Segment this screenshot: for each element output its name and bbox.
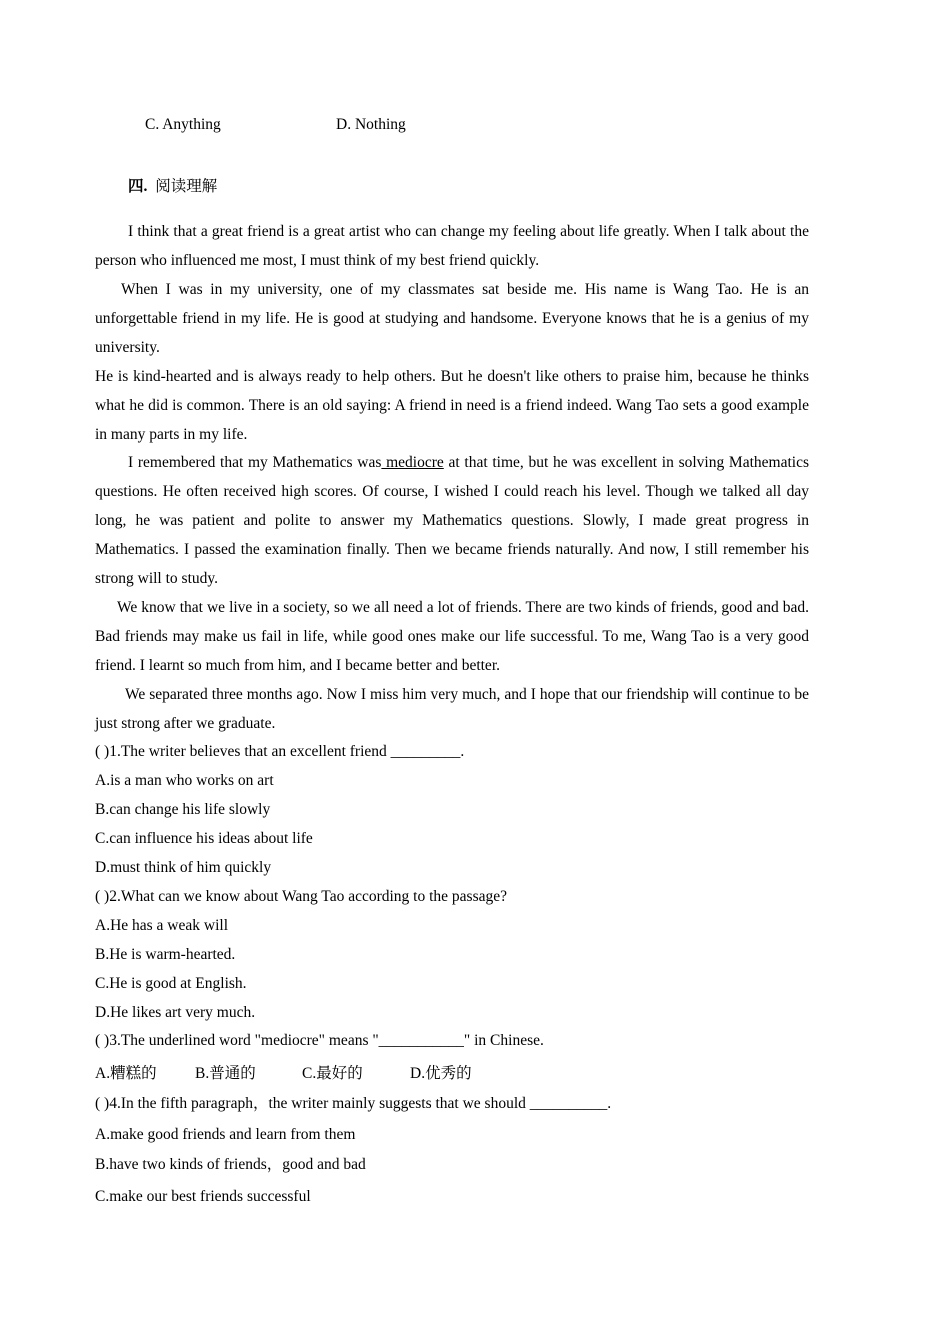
question-4-option-c: C.make our best friends successful [95, 1188, 311, 1205]
p4-before: I remembered that my Mathematics was [128, 454, 382, 471]
passage-paragraph-3: He is kind-hearted and is always ready to help others. But he doesn't like others to praise him, because he thinks what he did is common. There is an old saying: A friend in need is a friend indeed. Wang Tao sets a good example in many parts in my life. [95, 368, 809, 443]
question-3-option-c: C.最好的 [302, 1065, 363, 1082]
question-2-option-d: D.He likes art very much. [95, 1004, 256, 1021]
question-3-stem: ( )3.The underlined word "mediocre" means "___________" in Chinese. [95, 1032, 544, 1049]
question-4-option-b: B.have two kinds of friends，good and bad [95, 1156, 366, 1173]
option-d-nothing: D. Nothing [336, 116, 406, 133]
passage-paragraph-6: We separated three months ago. Now I miss him very much, and I hope that our friendship will continue to be just strong after we graduate. [95, 686, 809, 732]
option-c-anything: C. Anything [145, 116, 221, 133]
question-2-option-b: B.He is warm-hearted. [95, 946, 236, 963]
passage-paragraph-5: We know that we live in a society, so we all need a lot of friends. There are two kinds of friends, good and bad. Bad friends may make us fail in life, while good ones make our life successful. To me, Wang Tao is a very good friend. I learnt so much from him, and I became better and better. [95, 599, 809, 674]
question-3-option-b: B.普通的 [195, 1065, 256, 1082]
question-1-option-d: D.must think of him quickly [95, 859, 272, 876]
question-1-stem: ( )1.The writer believes that an excellent friend _________. [95, 743, 465, 760]
question-2-option-a: A.He has a weak will [95, 917, 228, 934]
section-number: 四. [128, 178, 148, 195]
question-1-option-b: B.can change his life slowly [95, 801, 271, 818]
p4-after: at that time, but he was excellent in solving Mathematics questions. He often received high scores. Of course, I wished I could reach his level. Though we talked all day long, he was patient and polite to answer my Mathematics questions. Slowly, I made great progress in Mathematics. I passed the examination finally. Then we became friends naturally. And now, I still remember his strong will to study. [95, 454, 809, 587]
question-3-option-d: D.优秀的 [410, 1065, 472, 1082]
question-4-option-a: A.make good friends and learn from them [95, 1126, 356, 1143]
question-3-option-a: A.糟糕的 [95, 1065, 157, 1082]
passage-paragraph-1: I think that a great friend is a great artist who can change my feeling about life greatly. When I talk about the person who influenced me most, I must think of my best friend quickly. [95, 223, 809, 269]
section-title: 阅读理解 [155, 178, 218, 195]
question-1-option-a: A.is a man who works on art [95, 772, 274, 789]
underlined-word-mediocre: mediocre [381, 454, 444, 471]
question-4-stem: ( )4.In the fifth paragraph，the writer mainly suggests that we should __________. [95, 1095, 612, 1112]
question-2-stem: ( )2.What can we know about Wang Tao according to the passage? [95, 888, 508, 905]
passage-paragraph-2: When I was in my university, one of my classmates sat beside me. His name is Wang Tao. He is an unforgettable friend in my life. He is good at studying and handsome. Everyone knows that he is a genius of my university. [95, 281, 809, 356]
passage-paragraph-4 [95, 448, 809, 593]
section-heading [128, 174, 217, 196]
question-1-option-c: C.can influence his ideas about life [95, 830, 313, 847]
question-2-option-c: C.He is good at English. [95, 975, 247, 992]
